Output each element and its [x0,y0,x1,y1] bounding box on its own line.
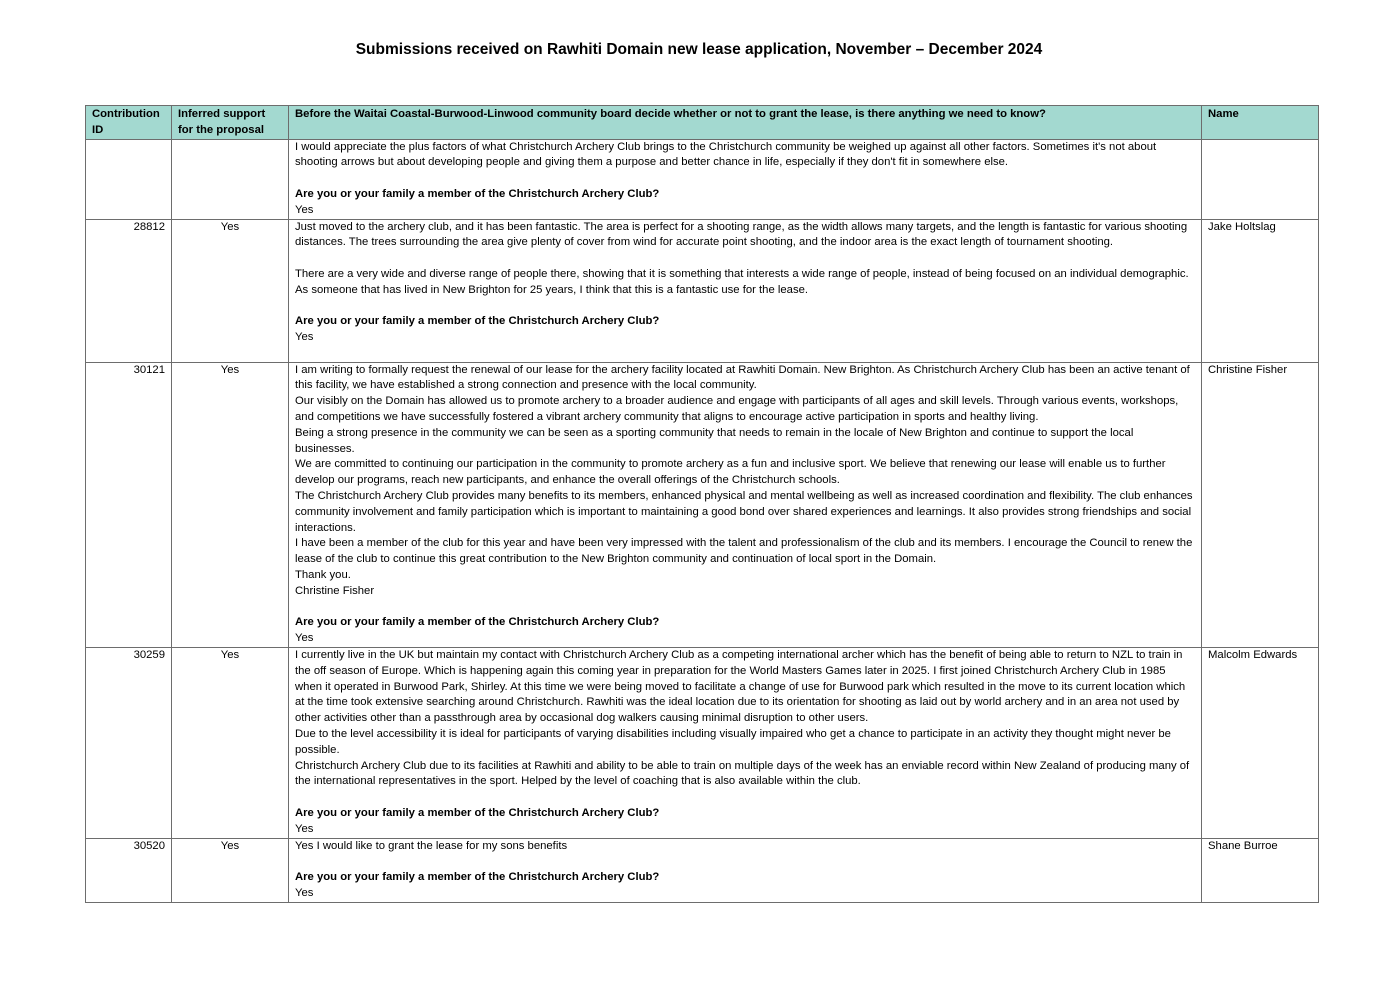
table-row [86,838,1319,902]
page-title: Submissions received on Rawhiti Domain new lease application, November – December 2024 [355,41,1043,58]
member-question: Are you or your family a member of the Christchurch Archery Club? [295,616,660,629]
support-cell: Yes [172,647,289,838]
submissions-table [85,105,1319,903]
response-cell [289,219,1202,362]
name-cell: Shane Burroe [1202,838,1319,902]
response-line: The Christchurch Archery Club provides many benefits to its members, enhanced physical and mental wellbeing as well as increased coordination and flexibility. The club enhances community involvement and family participation which is important to maintaining a good bond over shared experiences and learnings. It also provides strong friendships and social interactions. [295,489,1193,534]
contribution-id-cell: 30121 [86,362,172,647]
response-cell [289,647,1202,838]
header-inferred-support: Inferred support for the proposal [172,106,289,140]
member-question: Are you or your family a member of the Christchurch Archery Club? [295,187,660,200]
response-paragraph: Yes I would like to grant the lease for my sons benefits [295,839,568,852]
response-line: I currently live in the UK but maintain my contact with Christchurch Archery Club as a competing international archer which has the benefit of being able to return to NZL to train in the off season of Europe. Which is happening again this coming year in preparation for the World Masters Games later in 2025. I first joined Christchurch Archery Club in 1985 when it operated in Burwood Park, Shirley. At this time we were being moved to facilitate a change of use for Burwood park which resulted in the move to its current location which at the time took extensive searching around Christchurch. Rawhiti was the ideal location due to its orientation for shooting as laid out by world archery and in an area not used by other activities other than a passthrough area by occasional dog walkers causing minimal disruption to other users. [295,648,1186,725]
response-paragraph: Just moved to the archery club, and it has been fantastic. The area is perfect for a shooting range, as the width allows many targets, and the length is fantastic for various shooting distances. The trees surrounding the area give plenty of cover from wind for accurate point shooting, and the indoor area is the exact length of tournament shooting. [295,220,1188,249]
response-line: We are committed to continuing our participation in the community to promote archery as a fun and inclusive sport. We believe that renewing our lease will enable us to further develop our programs, reach new participants, and enhance the overall offerings of the Christchurch schools. [295,458,1166,487]
name-cell [1202,139,1319,219]
response-paragraph: There are a very wide and diverse range of people there, showing that it is something that interests a wide range of people, instead of being focused on an individual demographic. As someone that has lived in New Brighton for 25 years, I think that this is a fantastic use for the lease. [295,267,1189,296]
name-cell: Christine Fisher [1202,362,1319,647]
response-line: Thank you. [295,568,351,581]
response-line: I have been a member of the club for this year and have been very impressed with the talent and professionalism of the club and its members. I encourage the Council to renew the lease of the club to continue this great contribution to the New Brighton community and continuation of local sport in the Domain. [295,537,1193,566]
table-row [86,219,1319,362]
response-line: Being a strong presence in the community we can be seen as a sporting community that needs to remain in the locale of New Brighton and continue to support the local businesses. [295,426,1134,455]
response-line: Our visibly on the Domain has allowed us to promote archery to a broader audience and engage with participants of all ages and skill levels. Through various events, workshops, and competitions we have successfully fostered a vibrant archery community that aligns to encourage active participation in sports and healthy living. [295,395,1179,423]
header-question: Before the Waitai Coastal-Burwood-Linwood community board decide whether or not to grant the lease, is there anything we need to know? [289,106,1202,140]
response-line: I am writing to formally request the renewal of our lease for the archery facility located at Rawhiti Domain. New Brighton. As Christchurch Archery Club has been an active tenant of this facility, we have established a strong connection and presence with the local community. [295,363,1190,392]
member-question: Are you or your family a member of the Christchurch Archery Club? [295,315,660,328]
member-answer: Yes [295,822,314,835]
response-paragraph: I would appreciate the plus factors of what Christchurch Archery Club brings to the Christchurch community be weighed up against all other factors. Sometimes it's not about shooting arrows but about developing people and giving them a purpose and better chance in life, especially if they don't fit in somewhere else. [295,140,1157,169]
member-answer: Yes [295,203,314,216]
contribution-id-cell: 28812 [86,219,172,362]
contribution-id-cell [86,139,172,219]
support-cell: Yes [172,838,289,902]
table-row [86,139,1319,219]
name-cell: Jake Holtslag [1202,219,1319,362]
member-question: Are you or your family a member of the Christchurch Archery Club? [295,871,660,884]
support-cell: Yes [172,219,289,362]
response-cell [289,362,1202,647]
contribution-id-cell: 30520 [86,838,172,902]
support-cell [172,139,289,219]
member-answer: Yes [295,886,314,899]
support-cell: Yes [172,362,289,647]
response-cell [289,838,1202,902]
header-contribution-id: Contribution ID [86,106,172,140]
response-cell [289,139,1202,219]
response-line: Due to the level accessibility it is ideal for participants of varying disabilities including visually impaired who get a chance to participate in an activity they thought might never be possible. [295,727,1171,756]
name-cell: Malcolm Edwards [1202,647,1319,838]
contribution-id-cell: 30259 [86,647,172,838]
member-answer: Yes [295,331,314,344]
response-line: Christchurch Archery Club due to its facilities at Rawhiti and ability to be able to train on multiple days of the week has an enviable record within New Zealand of producing many of the international representatives in the sport. Helped by the level of coaching that is also available within the club. [295,759,1190,788]
member-question: Are you or your family a member of the Christchurch Archery Club? [295,806,660,819]
response-line: Christine Fisher [295,584,375,597]
header-name: Name [1202,106,1319,140]
table-row [86,647,1319,838]
member-answer: Yes [295,632,314,645]
table-header-row [86,106,1319,140]
table-row [86,362,1319,647]
